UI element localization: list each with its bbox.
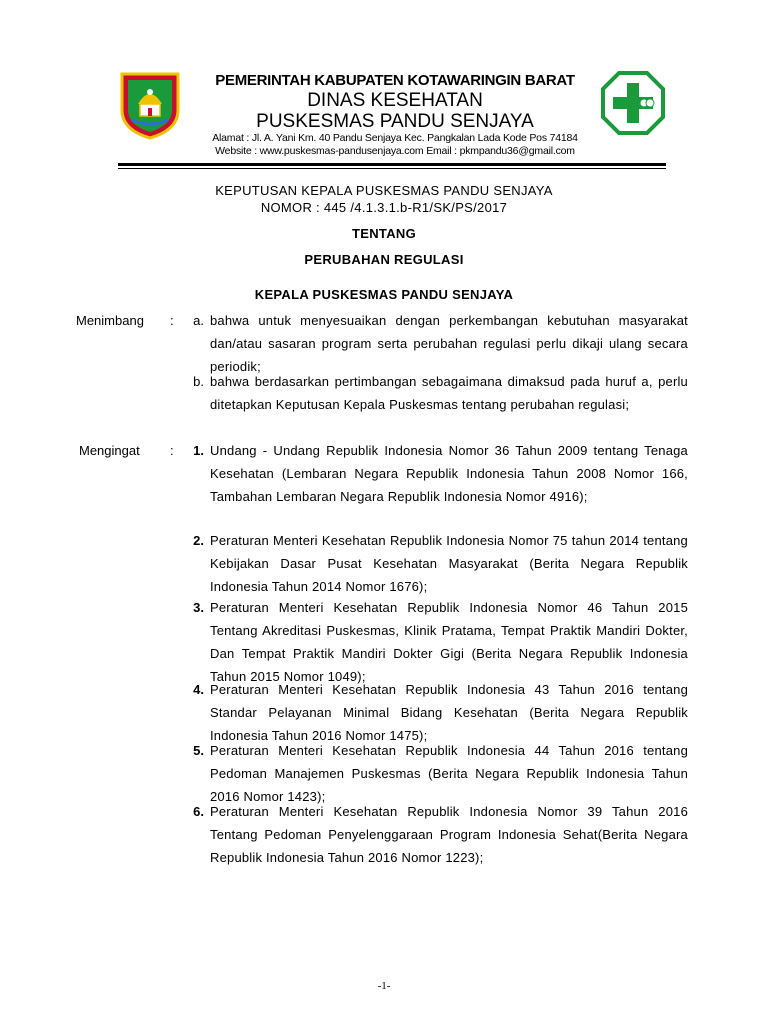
menimbang-mark: a. bbox=[193, 313, 204, 328]
decree-number: NOMOR : 445 /4.1.3.1.b-R1/SK/PS/2017 bbox=[260, 200, 508, 215]
letterhead-rule-thin bbox=[118, 168, 666, 169]
menimbang-colon: : bbox=[170, 313, 174, 328]
mengingat-mark: 4. bbox=[193, 682, 204, 697]
menimbang-label: Menimbang bbox=[76, 313, 144, 328]
mengingat-mark: 5. bbox=[193, 743, 204, 758]
decree-subject: PERUBAHAN REGULASI bbox=[304, 252, 464, 267]
decree-issuer: KEPALA PUSKESMAS PANDU SENJAYA bbox=[254, 287, 514, 302]
mengingat-mark: 1. bbox=[193, 443, 204, 458]
decree-heading: KEPUTUSAN KEPALA PUSKESMAS PANDU SENJAYA bbox=[215, 183, 553, 198]
mengingat-mark: 3. bbox=[193, 600, 204, 615]
mengingat-item: Peraturan Menteri Kesehatan Republik Indonesia 44 Tahun 2016 tentang Pedoman Manajemen Puskesmas (Berita Negara Republik Indonesia Tahun 2016 Nomor 1423); bbox=[210, 743, 688, 804]
mengingat-item: Peraturan Menteri Kesehatan Republik Indonesia 43 Tahun 2016 tentang Standar Pelayanan Minimal Bidang Kesehatan (Berita Negara Republik Indonesia Tahun 2016 Nomor 1475); bbox=[210, 682, 688, 743]
mengingat-mark: 6. bbox=[193, 804, 204, 819]
address-line: Alamat : Jl. A. Yani Km. 40 Pandu Senjaya Kec. Pangkalan Lada Kode Pos 74184 bbox=[212, 132, 578, 144]
mengingat-item: Undang - Undang Republik Indonesia Nomor 36 Tahun 2009 tentang Tenaga Kesehatan (Lembaran Negara Republik Indonesia Tahun 2008 Nomor 166, Tambahan Lembaran Negara Republik Indonesia Nomor 4916); bbox=[210, 443, 688, 504]
mengingat-item: Peraturan Menteri Kesehatan Republik Indonesia Nomor 39 Tahun 2016 Tentang Pedoman Penyelenggaraan Program Indonesia Sehat(Berita Negara Republik Indonesia Tahun 2016 Nomor 1223); bbox=[210, 804, 688, 865]
mengingat-item: Peraturan Menteri Kesehatan Republik Indonesia Nomor 75 tahun 2014 tentang Kebijakan Dasar Pusat Kesehatan Masyarakat (Berita Negara Republik Indonesia Tahun 2014 Nomor 1676); bbox=[210, 533, 688, 594]
menimbang-item: bahwa untuk menyesuaikan dengan perkembangan kebutuhan masyarakat dan/atau sasaran program serta perubahan regulasi perlu dikaji ulang secara periodik; bbox=[210, 313, 688, 374]
mengingat-item: Peraturan Menteri Kesehatan Republik Indonesia Nomor 46 Tahun 2015 Tentang Akreditasi Puskesmas, Klinik Pratama, Tempat Praktik Mandiri Dokter, Dan Tempat Praktik Mandiri Dokter Gigi (Berita Negara Republik Indonesia Tahun 2015 Nomor 1049); bbox=[210, 600, 688, 684]
mengingat-label: Mengingat bbox=[79, 443, 140, 458]
agency-name: DINAS KESEHATAN bbox=[307, 90, 483, 111]
page-number: -1- bbox=[377, 980, 391, 992]
contact-line: Website : www.puskesmas-pandusenjaya.com Email : pkmpandu36@gmail.com bbox=[215, 145, 575, 157]
health-cross-icon bbox=[600, 70, 666, 136]
letterhead-text bbox=[190, 72, 600, 158]
government-name: PEMERINTAH KABUPATEN KOTAWARINGIN BARAT bbox=[215, 72, 575, 89]
menimbang-item: bahwa berdasarkan pertimbangan sebagaimana dimaksud pada huruf a, perlu ditetapkan Keputusan Kepala Puskesmas tentang perubahan regulasi; bbox=[210, 374, 688, 412]
letterhead-rule-thick bbox=[118, 163, 666, 166]
mengingat-mark: 2. bbox=[193, 533, 204, 548]
regency-coat-of-arms-icon bbox=[118, 70, 182, 140]
institution-name: PUSKESMAS PANDU SENJAYA bbox=[256, 111, 534, 132]
mengingat-colon: : bbox=[170, 443, 174, 458]
menimbang-mark: b. bbox=[193, 374, 204, 389]
decree-about: TENTANG bbox=[352, 226, 416, 241]
